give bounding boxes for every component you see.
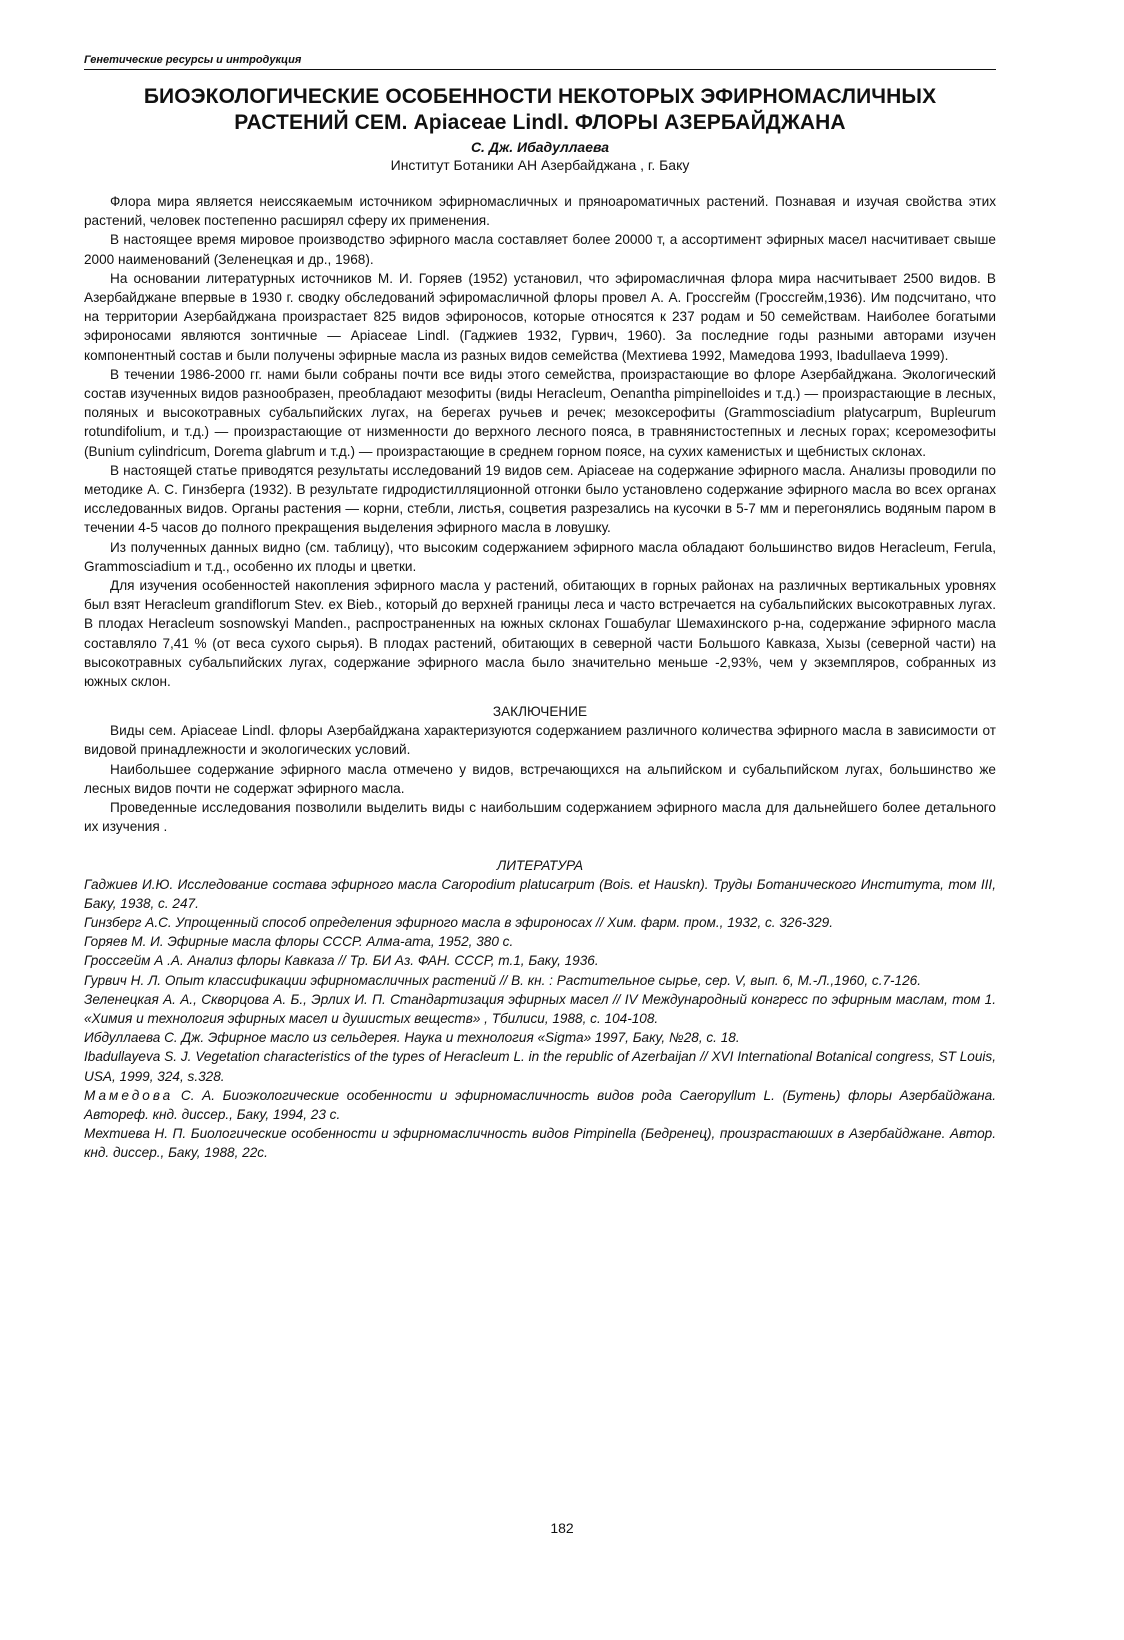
paragraph: В настоящее время мировое производство эфирного масла составляет более 20000 т, а ассортимент эфирных масел насчитивает свыше 2000 наименований (Зеленецкая и др., 1968). bbox=[84, 232, 996, 267]
affiliation: Институт Ботаники АН Азербайджана , г. Баку bbox=[390, 157, 690, 173]
reference-item: Ибдуллаева С. Дж. Эфирное масло из сельдерея. Наука и технология «Sigma» 1997, Баку, №28, с. 18. bbox=[84, 1030, 740, 1046]
page bbox=[84, 54, 996, 1163]
running-head: Генетические ресурсы и интродукция bbox=[84, 54, 996, 70]
references-heading: ЛИТЕРАТУРА bbox=[496, 857, 584, 873]
paragraph: Для изучения особенностей накопления эфирного масла у растений, обитающих в горных районах на различных вертикальных уровнях был взят Heracleum grandiflorum Stev. ex Bieb., который до верхней границы леса и часто встречается на субальпийских высокотравных лугах. В плодах Heracleum sosnowskyi Manden., распространенных на южных склонах Гошабулаг Шемахинского р-на, содержание эфирного масла составляло 7,41 % (от веса сухого сырья). В плодах растений, обитающих в северной части Большого Кавказа, Хызы (северной части) на высокотравных субальпийских лугах, содержание эфирного масла было значительно меньше -2,93%, чем у экземпляров, собранных из южных склон. bbox=[84, 578, 996, 690]
page-number: 182 bbox=[550, 1520, 574, 1536]
reference-author-spaced: Мамедова bbox=[84, 1087, 174, 1103]
reference-item: Гаджиев И.Ю. Исследование состава эфирного масла Caropodium platucarpum (Bois. et Hauskn). Труды Ботанического Института, том III, Баку, 1938, с. 247. bbox=[84, 876, 996, 911]
article-title bbox=[84, 84, 996, 136]
conclusion-paragraph: Проведенные исследования позволили выделить виды с наибольшим содержанием эфирного масла для дальнейшего более детального их изучения . bbox=[84, 800, 996, 835]
article-body bbox=[84, 192, 996, 837]
paragraph: Из полученных данных видно (см. таблицу), что высоким содержанием эфирного масла обладают большинство видов Heracleum, Ferula, Grammosciadium и т.д., особенно их плоды и цветки. bbox=[84, 539, 996, 574]
conclusion-paragraph: Наибольшее содержание эфирного масла отмечено у видов, встречающихся на альпийском и субальпийском лугах, большинство же лесных видов почти не содержат эфирного масла. bbox=[84, 761, 996, 796]
paragraph: Флора мира является неиссякаемым источником эфирномасличных и пряноароматичных растений. Познавая и изучая свойства этих растений, человек постепенно расширял сферу их применения. bbox=[84, 194, 996, 229]
paragraph: В настоящей статье приводятся результаты исследований 19 видов сем. Apiaceae на содержание эфирного масла. Анализы проводили по методике А. С. Гинзберга (1932). В результате гидродистилляционной отгонки было установлено содержание эфирного масла во всех органах исследованных видов. Органы растения — корни, стебли, листья, соцветия разрезались на кусочки в 5-7 мм и перегонялись водяным паром в течении 4-5 часов до полного прекращения выделения эфирного масла в ловушку. bbox=[84, 462, 996, 536]
reference-item: Гроссгейм А .А. Анализ флоры Кавказа // Тр. БИ Аз. ФАН. СССР, т.1, Баку, 1936. bbox=[84, 953, 599, 969]
conclusion-paragraph: Виды сем. Apiaceae Lindl. флоры Азербайджана характеризуются содержанием различного количества эфирного масла в зависимости от видовой принадлежности и экологических условий. bbox=[84, 723, 996, 758]
author: С. Дж. Ибадуллаева bbox=[470, 139, 610, 155]
reference-item-mamedova bbox=[84, 1086, 996, 1124]
paragraph: На основании литературных источников М. И. Горяев (1952) установил, что эфиромасличная флора мира насчитывает 2500 видов. В Азербайджане впервые в 1930 г. сводку обследований эфиромасличной флоры провел А. А. Гроссгейм (Гроссгейм,1936). Им подсчитано, что на территории Азербайджана произрастает 825 видов эфироносов, которые относятся к 237 родам и 50 семействам. Наиболее богатыми эфироносами являются зонтичные — Apiaceae Lindl. (Гаджиев 1932, Гурвич, 1960). За последние годы разными авторами изучен компонентный состав и были получены эфирные масла из разных видов семейства (Мехтиева 1992, Мамедова 1993, Ibadullaeva 1999). bbox=[84, 270, 996, 363]
reference-item: Мехтиева Н. П. Биологические особенности и эфирномасличность видов Pimpinella (Бедренец), произрастаюших в Азербайджане. Автор. кнд. диссер., Баку, 1988, 22с. bbox=[84, 1126, 996, 1161]
reference-item: Гурвич Н. Л. Опыт классификации эфирномасличных растений // В. кн. : Растительное сырье, сер. V, вып. 6, М.-Л.,1960, с.7-126. bbox=[84, 972, 922, 988]
title-line-1: БИОЭКОЛОГИЧЕСКИЕ ОСОБЕННОСТИ НЕКОТОРЫХ ЭФИРНОМАСЛИЧНЫХ bbox=[143, 85, 937, 108]
reference-rest: С. А. Биоэкологические особенности и эфирномасличность видов рода Caeropyllum L. (Бутень) флоры Азербайджана. Автореф. кнд. диссер., Баку, 1994, 23 с. bbox=[84, 1087, 996, 1122]
reference-item: Гинзберг А.С. Упрощенный способ определения эфирного масла в эфироносах // Хим. фарм. пром., 1932, с. 326-329. bbox=[84, 914, 834, 930]
reference-list bbox=[84, 875, 996, 1163]
title-line-2: РАСТЕНИЙ СЕМ. Apiaceae Lindl. ФЛОРЫ АЗЕРБАЙДЖАНА bbox=[234, 111, 846, 134]
reference-item: Ibadullayeva S. J. Vegetation characteristics of the types of Heracleum L. in the republic of Azerbaijan // XVI International Botanical congress, ST Louis, USA, 1999, 324, s.328. bbox=[84, 1049, 996, 1084]
reference-item: Горяев М. И. Эфирные масла флоры СССР. Алма-ата, 1952, 380 с. bbox=[84, 934, 514, 950]
reference-item: Зеленецкая А. А., Скворцова А. Б., Эрлих И. П. Стандартизация эфирных масел // IV Международный конгресс по эфирным маслам, том 1. «Химия и технология эфирных масел и душистых веществ» , Тбилиси, 1988, с. 104-108. bbox=[84, 991, 996, 1026]
conclusion-heading: ЗАКЛЮЧЕНИЕ bbox=[492, 704, 588, 720]
paragraph: В течении 1986-2000 гг. нами были собраны почти все виды этого семейства, произрастающие во флоре Азербайджана. Экологический состав изученных видов разнообразен, преобладают мезофиты (виды Heracleum, Oenantha pimpinelloides и т.д.) — произрастающие в лесных, поляных и высокотравных субальпийских лугах, на берегах ручьев и речек; мезоксерофиты (Grammosciadium platycarpum, Bupleurum rotundifolium, и т.д.) — произрастающие от низменности до верхного лесного пояса, в травнянистостепных и лесных горах; ксеромезофиты (Bunium cylindricum, Dorema glabrum и т.д.) — произрастающие в среднем горном поясе, на сухих каменистых и щебнистых склонах. bbox=[84, 366, 996, 459]
